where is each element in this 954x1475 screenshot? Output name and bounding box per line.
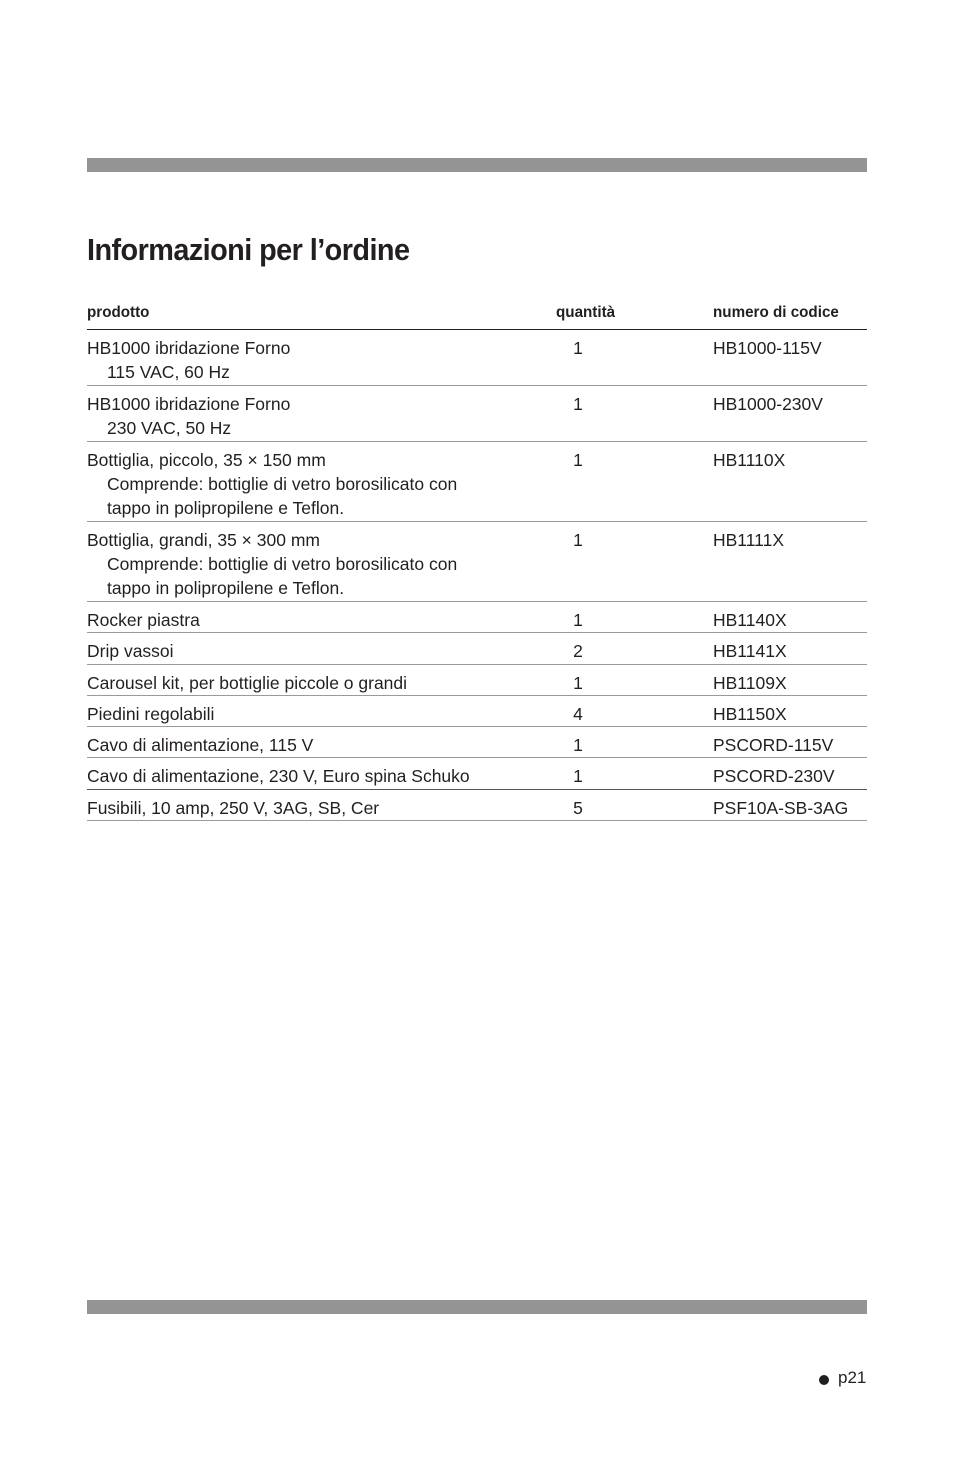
page-title: Informazioni per l’ordine bbox=[87, 232, 410, 267]
product-cell: Carousel kit, per bottiglie piccole o grandi bbox=[87, 672, 408, 693]
table-header bbox=[87, 300, 867, 330]
product-name: Bottiglia, grandi, 35 × 300 mm bbox=[87, 530, 320, 550]
quantity-cell: 1 bbox=[573, 610, 583, 630]
product-detail: 115 VAC, 60 Hz bbox=[107, 362, 230, 382]
quantity-cell: 1 bbox=[573, 735, 583, 756]
product-name: Bottiglia, piccolo, 35 × 150 mm bbox=[87, 450, 326, 470]
quantity-cell: 1 bbox=[573, 672, 583, 693]
product-cell: Piedini regolabili bbox=[87, 703, 215, 724]
table-row bbox=[87, 602, 867, 633]
product-detail: 230 VAC, 50 Hz bbox=[107, 418, 232, 438]
product-name: HB1000 ibridazione Forno bbox=[87, 338, 291, 358]
code-cell: PSF10A-SB-3AG bbox=[713, 797, 849, 818]
quantity-cell: 1 bbox=[573, 394, 583, 414]
header-product: prodotto bbox=[87, 304, 150, 321]
quantity-cell: 1 bbox=[573, 338, 583, 358]
table-row bbox=[87, 758, 867, 789]
product-cell bbox=[87, 448, 457, 520]
product-detail: Comprende: bottiglie di vetro borosilicato con bbox=[107, 474, 458, 494]
code-cell: HB1140X bbox=[713, 610, 787, 630]
code-cell: HB1141X bbox=[713, 641, 787, 662]
code-cell: HB1000-115V bbox=[713, 338, 822, 358]
table-row bbox=[87, 633, 867, 664]
quantity-cell: 5 bbox=[573, 797, 583, 818]
table-row bbox=[87, 727, 867, 758]
code-cell: HB1150X bbox=[713, 703, 787, 724]
product-detail: tappo in polipropilene e Teflon. bbox=[107, 498, 345, 518]
code-cell: HB1111X bbox=[713, 530, 785, 550]
header-quantity: quantità bbox=[556, 304, 616, 321]
quantity-cell: 1 bbox=[573, 530, 583, 550]
table-row bbox=[87, 330, 867, 386]
product-cell: Fusibili, 10 amp, 250 V, 3AG, SB, Cer bbox=[87, 797, 380, 818]
table-row bbox=[87, 665, 867, 696]
table-row bbox=[87, 442, 867, 522]
code-cell: PSCORD-115V bbox=[713, 735, 834, 756]
product-name: HB1000 ibridazione Forno bbox=[87, 394, 291, 414]
product-cell bbox=[87, 528, 457, 600]
order-table bbox=[87, 300, 867, 821]
bottom-divider-bar bbox=[87, 1300, 867, 1314]
table-row bbox=[87, 522, 867, 602]
product-detail: Comprende: bottiglie di vetro borosilicato con bbox=[107, 554, 458, 574]
table-row bbox=[87, 386, 867, 442]
product-cell bbox=[87, 336, 290, 384]
product-cell: Cavo di alimentazione, 230 V, Euro spina Schuko bbox=[87, 766, 470, 787]
quantity-cell: 1 bbox=[573, 450, 583, 470]
bullet-icon bbox=[819, 1375, 829, 1385]
product-detail: tappo in polipropilene e Teflon. bbox=[107, 578, 345, 598]
page-number-text: p21 bbox=[838, 1368, 867, 1387]
code-cell: HB1110X bbox=[713, 450, 786, 470]
code-cell: HB1109X bbox=[713, 672, 787, 693]
header-code: numero di codice bbox=[713, 304, 839, 321]
product-cell: Drip vassoi bbox=[87, 641, 174, 662]
table-row bbox=[87, 790, 867, 821]
table-row bbox=[87, 696, 867, 727]
quantity-cell: 1 bbox=[573, 766, 583, 787]
quantity-cell: 2 bbox=[573, 641, 583, 662]
top-divider-bar bbox=[87, 158, 867, 172]
product-cell: Cavo di alimentazione, 115 V bbox=[87, 735, 314, 756]
product-cell bbox=[87, 392, 290, 440]
page-number bbox=[819, 1368, 866, 1388]
code-cell: PSCORD-230V bbox=[713, 766, 835, 787]
quantity-cell: 4 bbox=[573, 703, 583, 724]
product-cell: Rocker piastra bbox=[87, 610, 200, 630]
code-cell: HB1000-230V bbox=[713, 394, 823, 414]
